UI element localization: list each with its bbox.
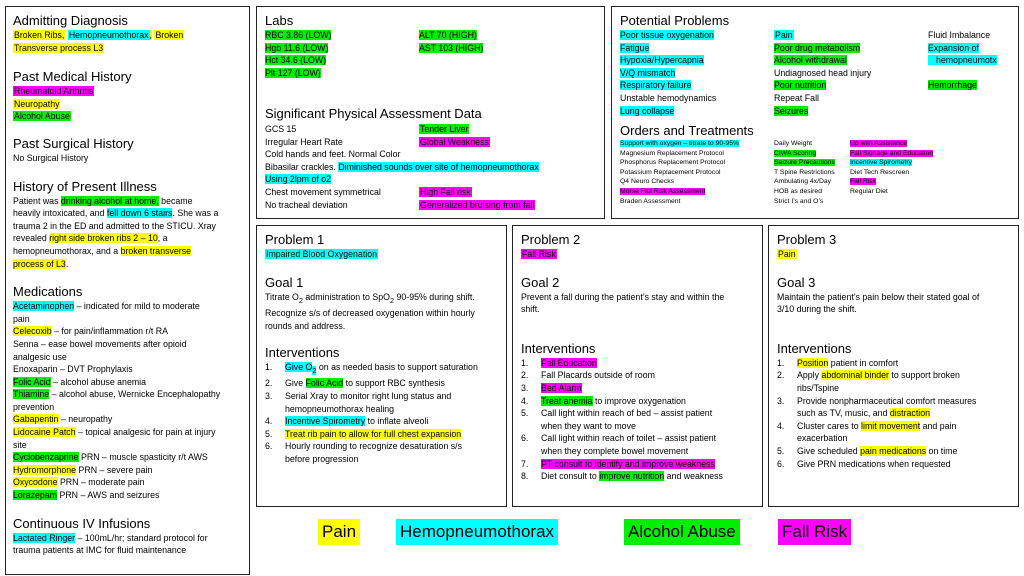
- dx-transverse: Transverse process L3: [14, 42, 104, 53]
- assess-trach: No tracheal deviation: [265, 199, 348, 210]
- med-text: – indicated for mild to moderate: [74, 301, 200, 312]
- med-folic-acid: Folic Acid: [13, 376, 51, 387]
- assess-cold: Cold hands and feet. Normal Color: [265, 149, 401, 160]
- assess-hr: Irregular Heart Rate: [265, 136, 343, 147]
- order-phosphorus: Phosphorus Replacement Protocol: [620, 159, 726, 167]
- pmh-title: Past Medical History: [13, 69, 132, 85]
- order-incentive: Incentive Spirometry: [850, 159, 912, 167]
- hpi-text: .: [65, 258, 69, 269]
- p1-intervention-4: 4. Incentive Spirometry to inflate alveoli: [265, 416, 429, 427]
- labs-panel: [256, 6, 605, 219]
- med-lidocaine: Lidocaine Patch: [13, 427, 76, 438]
- iv-lactated-ringer: Lactated Ringer: [13, 532, 76, 543]
- p3-i5-text: Give scheduled: [797, 445, 861, 456]
- order-potassium: Potassium Replacement Protocol: [620, 168, 721, 176]
- assess-o2: Using 2lpm of o2: [265, 174, 332, 185]
- problems-orders-panel: [611, 6, 1019, 219]
- med-cyclobenzaprine: Cyclobenzaprine: [13, 452, 79, 463]
- p2-i7-highlight: PT consult to identify and improve weakness: [541, 458, 715, 469]
- goal-1-text: rounds and address.: [265, 320, 346, 331]
- goal-2-text: Prevent a fall during the patient’s stay and within the: [521, 291, 725, 302]
- hpi-fell: fell down 6 stairs: [106, 208, 173, 219]
- interventions-3-title: Interventions: [777, 340, 852, 356]
- p2-i6-text: Call light within reach of toilet – assist patient: [541, 433, 717, 444]
- p1-i4-text: to inflate alveoli: [365, 416, 429, 427]
- order-braden: Braden Assessment: [620, 197, 681, 205]
- order-oxygen: Support with oxygen – titrate to 90-95%: [620, 140, 740, 147]
- order-morse: Morse Fall Risk Assessment: [620, 187, 706, 195]
- med-text: PRN – moderate pain: [57, 477, 145, 488]
- p1-i2-text: to support RBC synthesis: [343, 378, 445, 389]
- goal-2-text: shift.: [521, 304, 540, 315]
- p2-intervention-2: 2. Fall Placards outside of room: [521, 370, 655, 381]
- p3-intervention-2: 2. Apply abdominal binder to support broken ribs/Tspine: [777, 370, 960, 393]
- hpi-l3: process of L3: [13, 258, 66, 269]
- history-panel: [5, 6, 250, 575]
- med-enoxaparin: Enoxaparin – DVT Prophylaxis: [13, 364, 133, 375]
- lab-hgb: Hgb 11.6 (LOW): [265, 42, 329, 53]
- lab-hct: Hct 34.6 (LOW): [265, 55, 327, 66]
- problem-1-title: Problem 1: [265, 232, 325, 247]
- med-text: prevention: [13, 401, 55, 412]
- p3-i4-highlight: limit movement: [861, 420, 921, 431]
- p2-i8-highlight: improve nutrition: [599, 471, 665, 482]
- p1-i1-sub: 2: [312, 365, 317, 375]
- dx-broken: Broken: [155, 30, 184, 40]
- p2-i2-text: Fall Placards outside of room: [541, 370, 655, 381]
- hpi-text: , a: [157, 233, 168, 244]
- assess-fall-risk: High Fall risk: [420, 187, 471, 197]
- pp-poor-nutrition: Poor nutrition: [774, 80, 827, 91]
- p2-i8-text: Diet consult to: [541, 471, 600, 482]
- order-magnesium: Magnesium Replacement Protocol: [620, 149, 724, 157]
- pp-expansion: Expansion of: [928, 42, 979, 53]
- p3-i2-text: to support broken: [888, 370, 960, 381]
- goal-1-text: administration to SpO: [302, 291, 391, 302]
- pmh-alcohol: Alcohol Abuse: [14, 111, 70, 122]
- p1-i5-highlight: Treat rib pain to allow for full chest expansion: [285, 428, 462, 439]
- p1-i1-highlight: Give O: [285, 362, 313, 373]
- assess-weakness: Global Weakness: [420, 136, 489, 147]
- med-text: – for pain/inflammation r/t RA: [51, 326, 169, 337]
- iv-title: Continuous IV Infusions: [13, 515, 151, 531]
- order-hob: HOB as desired: [774, 187, 822, 195]
- pp-repeat-fall: Repeat Fall: [774, 92, 819, 103]
- interventions-2-title: Interventions: [521, 340, 596, 356]
- p1-intervention-3: 3. Serial Xray to monitor right lung status and hemopneumothorax healing: [265, 391, 452, 414]
- pp-pain: Pain: [775, 30, 793, 40]
- goal-1-sub: 2: [390, 295, 395, 305]
- p2-i4-highlight: Treat anemia: [541, 395, 593, 406]
- pp-hemorrhage: Hemorrhage: [928, 79, 977, 90]
- goal-1-sub: 2: [298, 295, 303, 305]
- pp-unstable: Unstable hemodynamics: [620, 92, 717, 103]
- assessment-title: Significant Physical Assessment Data: [265, 106, 482, 121]
- pp-drug-metabolism: Poor drug metabolism: [774, 42, 861, 53]
- p3-intervention-3: 3. Provide nonpharmaceutical comfort measures such as TV, music, and distraction: [777, 395, 977, 419]
- order-io: Strict I’s and O’s: [774, 197, 824, 205]
- goal-1-text: Recognize s/s of decreased oxygenation within hourly: [265, 307, 475, 318]
- med-text: – topical analgesic for pain at injury: [75, 427, 216, 438]
- med-text: – alcohol abuse, Wernicke Encephalopathy: [49, 389, 221, 400]
- p3-i4-text: exacerbation: [797, 433, 848, 444]
- assess-gcs: GCS 15: [265, 124, 297, 134]
- problem-3-title: Problem 3: [777, 232, 837, 247]
- hpi-text: trauma 2 in the ED and admitted to the STICU. Xray: [13, 220, 216, 231]
- order-seizure: Seizure Precautions: [774, 159, 835, 167]
- p3-i4-text: Cluster cares to: [797, 420, 862, 431]
- p2-i8-text: and weakness: [664, 471, 723, 482]
- p3-i2-text: Apply: [797, 370, 822, 381]
- pmh-neuropathy: Neuropathy: [14, 98, 60, 109]
- p1-i6-text: Hourly rounding to recognize desaturation s/s: [285, 441, 463, 452]
- p2-i3-highlight: Bed Alarm: [541, 382, 582, 393]
- med-hydromorphone: Hydromorphone: [13, 464, 77, 475]
- potential-problems-title: Potential Problems: [620, 13, 730, 28]
- p3-i1-text: patient in comfort: [828, 357, 899, 368]
- problem-2-title: Problem 2: [521, 232, 581, 247]
- psh-title: Past Surgical History: [13, 135, 134, 151]
- p2-intervention-7: 7. PT consult to identify and improve weakness: [521, 458, 715, 469]
- p1-intervention-2: 2. Give Folic Acid to support RBC synthesis: [265, 378, 445, 389]
- dx-comma: ,: [149, 30, 152, 40]
- problem-1-panel: [256, 225, 507, 507]
- p1-i2-text: Give: [285, 378, 306, 389]
- goal-3-text: Maintain the patient’s pain below their stated goal of: [777, 291, 980, 302]
- p2-intervention-8: 8. Diet consult to improve nutrition and weakness: [521, 471, 723, 482]
- order-up-assist: Up with Assistance: [850, 140, 908, 147]
- p3-intervention-1: 1. Position patient in comfort: [777, 357, 899, 368]
- p3-i5-highlight: pain medications: [860, 445, 927, 456]
- pp-hypoxia: Hypoxia/Hypercapnia: [620, 55, 704, 66]
- orders-title: Orders and Treatments: [620, 123, 754, 138]
- pp-respiratory-failure: Respiratory failure: [620, 80, 692, 91]
- order-daily-weight: Daily Weight: [774, 140, 813, 147]
- hpi-text: Patient was: [13, 195, 61, 206]
- med-text: PRN – severe pain: [76, 464, 153, 475]
- pmh-ra: Rheumatoid Arthritis: [14, 86, 94, 97]
- hpi-text: hemopneumothorax, and a: [13, 245, 121, 256]
- iv-text: – 100mL/hr; standard protocol for: [75, 532, 208, 543]
- problem-2-panel: [512, 225, 763, 507]
- psh-item: No Surgical History: [13, 152, 89, 163]
- p2-intervention-4: 4. Treat anemia to improve oxygenation: [521, 395, 686, 406]
- p2-intervention-5: 5. Call light within reach of bed – assist patient when they want to move: [521, 408, 713, 431]
- pp-vq-mismatch: V/Q mismatch: [620, 67, 676, 78]
- med-lorazepam: Lorazepam: [13, 490, 58, 501]
- p1-intervention-6: 6. Hourly rounding to recognize desaturation s/s before progression: [265, 441, 463, 465]
- med-text: pain: [13, 313, 30, 324]
- p2-i4-text: to improve oxygenation: [592, 395, 686, 406]
- med-text: – neuropathy: [58, 414, 113, 425]
- lab-ast: AST 103 (HIGH): [419, 42, 484, 53]
- pp-hemopneumotx: hemopneumotx: [928, 55, 997, 65]
- p3-intervention-6: 6. Give PRN medications when requested: [777, 458, 951, 469]
- interventions-1-title: Interventions: [265, 345, 340, 361]
- med-senna: Senna – ease bowel movements after opioid: [13, 338, 187, 349]
- p1-i4-highlight: Incentive Spirometry: [285, 416, 366, 427]
- p1-i3-text: Serial Xray to monitor right lung status and: [285, 391, 452, 402]
- goal-1-text: 90-95% during shift.: [394, 291, 475, 302]
- goal-3-title: Goal 3: [777, 274, 816, 290]
- order-ambulating: Ambulating 4x/Day: [774, 178, 832, 186]
- lab-rbc: RBC 3.86 (LOW): [265, 30, 332, 40]
- p3-i2-text: ribs/Tspine: [797, 382, 840, 393]
- problem-3-panel: [768, 225, 1019, 507]
- order-fall-risk: Fall Risk: [850, 178, 877, 186]
- med-gabapentin: Gabapentin: [13, 414, 59, 425]
- labs-title: Labs: [265, 13, 294, 28]
- hpi-title: History of Present Illness: [13, 178, 157, 194]
- order-ciwa: CIWA Scoring: [774, 149, 817, 157]
- p3-i3-highlight: distraction: [889, 408, 930, 419]
- med-text: analgesic use: [13, 351, 67, 362]
- order-fall-signage: Fall Signage and Education: [850, 149, 934, 157]
- legend-fall-risk: Fall Risk: [778, 519, 851, 545]
- p1-i1-text: on as needed basis to support saturation: [316, 362, 478, 373]
- med-text: site: [13, 439, 27, 450]
- hpi-text: heavily intoxicated, and: [13, 208, 107, 219]
- pp-lung-collapse: Lung collapse: [620, 105, 675, 116]
- p1-intervention-5: 5. Treat rib pain to allow for full chest expansion: [265, 428, 462, 439]
- order-regular-diet: Regular Diet: [850, 187, 888, 195]
- pp-alcohol-withdrawal: Alcohol withdrawal: [774, 55, 847, 66]
- med-celecoxib: Celecoxib: [13, 326, 52, 337]
- med-oxycodone: Oxycodone: [13, 477, 58, 488]
- legend-pain: Pain: [318, 519, 360, 545]
- lab-plt: Plt 127 (LOW): [265, 67, 321, 78]
- pp-fatigue: Fatigue: [620, 42, 650, 53]
- pp-seizures: Seizures: [774, 105, 809, 116]
- p3-i3-text: Provide nonpharmaceutical comfort measures: [797, 395, 977, 406]
- med-thiamine: Thiamine: [13, 389, 50, 400]
- p1-intervention-1: 1. Give $O_2$ on as needed basis to support saturation: [265, 362, 478, 375]
- p3-i4-text: and pain: [920, 420, 957, 431]
- order-diet-tech: Diet Tech Rescreen: [850, 168, 910, 176]
- problem-2-name: Fall Risk: [522, 249, 556, 259]
- p3-i1-highlight: Position: [797, 357, 829, 368]
- p2-intervention-6: 6. Call light within reach of toilet – assist patient when they complete bowel movement: [521, 433, 717, 456]
- p2-i5-text: Call light within reach of bed – assist patient: [541, 408, 713, 419]
- dx-hemopneumothorax: Hemopneumothorax: [68, 30, 149, 40]
- assess-crackles: Bibasilar crackles.: [265, 161, 336, 172]
- hpi-drinking: drinking alcohol at home,: [60, 195, 159, 206]
- assess-liver: Tender Liver: [420, 124, 469, 134]
- hpi-transverse: broken transverse: [120, 245, 192, 256]
- dx-broken-ribs: Broken Ribs,: [14, 30, 65, 40]
- p1-i2-highlight: Folic Acid: [305, 378, 344, 389]
- hpi-text: became: [158, 195, 193, 206]
- p2-i1-highlight: Fall Education: [541, 357, 597, 368]
- med-text: – alcohol abuse anemia: [50, 376, 147, 387]
- pp-fluid-imbalance: Fluid Imbalance: [928, 30, 991, 40]
- assess-bruising: Generalized bruising from fall: [420, 199, 535, 210]
- p3-intervention-5: 5. Give scheduled pain medications on time: [777, 445, 958, 456]
- legend-alcohol-abuse: Alcohol Abuse: [624, 519, 740, 545]
- p2-intervention-1: 1. Fall Education: [521, 357, 597, 368]
- med-text: PRN – muscle spasticity r/t AWS: [78, 452, 208, 463]
- medications-title: Medications: [13, 284, 83, 300]
- med-text: PRN – AWS and seizures: [57, 490, 160, 501]
- p3-i2-highlight: abdominal binder: [821, 370, 889, 381]
- p2-i6-text: when they complete bowel movement: [541, 445, 689, 456]
- goal-1-title: Goal 1: [265, 274, 304, 290]
- p1-i6-text: before progression: [285, 454, 359, 465]
- order-neuro: Q4 Neuro Checks: [620, 178, 675, 186]
- legend-hemopneumothorax: Hemopneumothorax: [396, 519, 558, 545]
- order-tspine: T Spine Restrictions: [774, 168, 835, 176]
- goal-3-text: 3/10 during the shift.: [777, 304, 857, 315]
- lab-alt: ALT 70 (HIGH): [419, 30, 477, 40]
- p3-i5-text: on time: [926, 445, 958, 456]
- p2-i5-text: when they want to move: [541, 420, 636, 431]
- assess-chest: Chest movement symmetrical: [265, 186, 381, 197]
- hpi-text: . She was a: [172, 208, 219, 219]
- hpi-ribs: right side broken ribs 2 – 10: [49, 233, 158, 244]
- med-acetaminophen: Acetaminophen: [13, 301, 75, 312]
- p3-intervention-4: 4. Cluster cares to limit movement and pain exacerbation: [777, 420, 957, 444]
- admitting-diagnosis-title: Admitting Diagnosis: [13, 13, 128, 28]
- problem-3-name: Pain: [778, 249, 796, 259]
- iv-text: trauma patients at IMC for fluid maintenance: [13, 545, 187, 556]
- p3-i3-text: such as TV, music, and: [797, 408, 890, 419]
- pp-head-injury: Undiagnosed head injury: [774, 67, 872, 78]
- p1-i3-text: hemopneumothorax healing: [285, 403, 395, 414]
- p2-intervention-3: 3. Bed Alarm: [521, 382, 582, 393]
- hpi-text: revealed: [13, 233, 50, 244]
- assess-diminished: Diminished sounds over site of hemopneumothorax: [338, 161, 539, 172]
- goal-1-text: Titrate O: [265, 291, 299, 302]
- goal-2-title: Goal 2: [521, 274, 560, 290]
- pp-tissue-oxygenation: Poor tissue oxygenation: [620, 30, 714, 40]
- p3-i6-text: Give PRN medications when requested: [797, 458, 951, 469]
- problem-1-name: Impaired Blood Oxygenation: [266, 249, 378, 259]
